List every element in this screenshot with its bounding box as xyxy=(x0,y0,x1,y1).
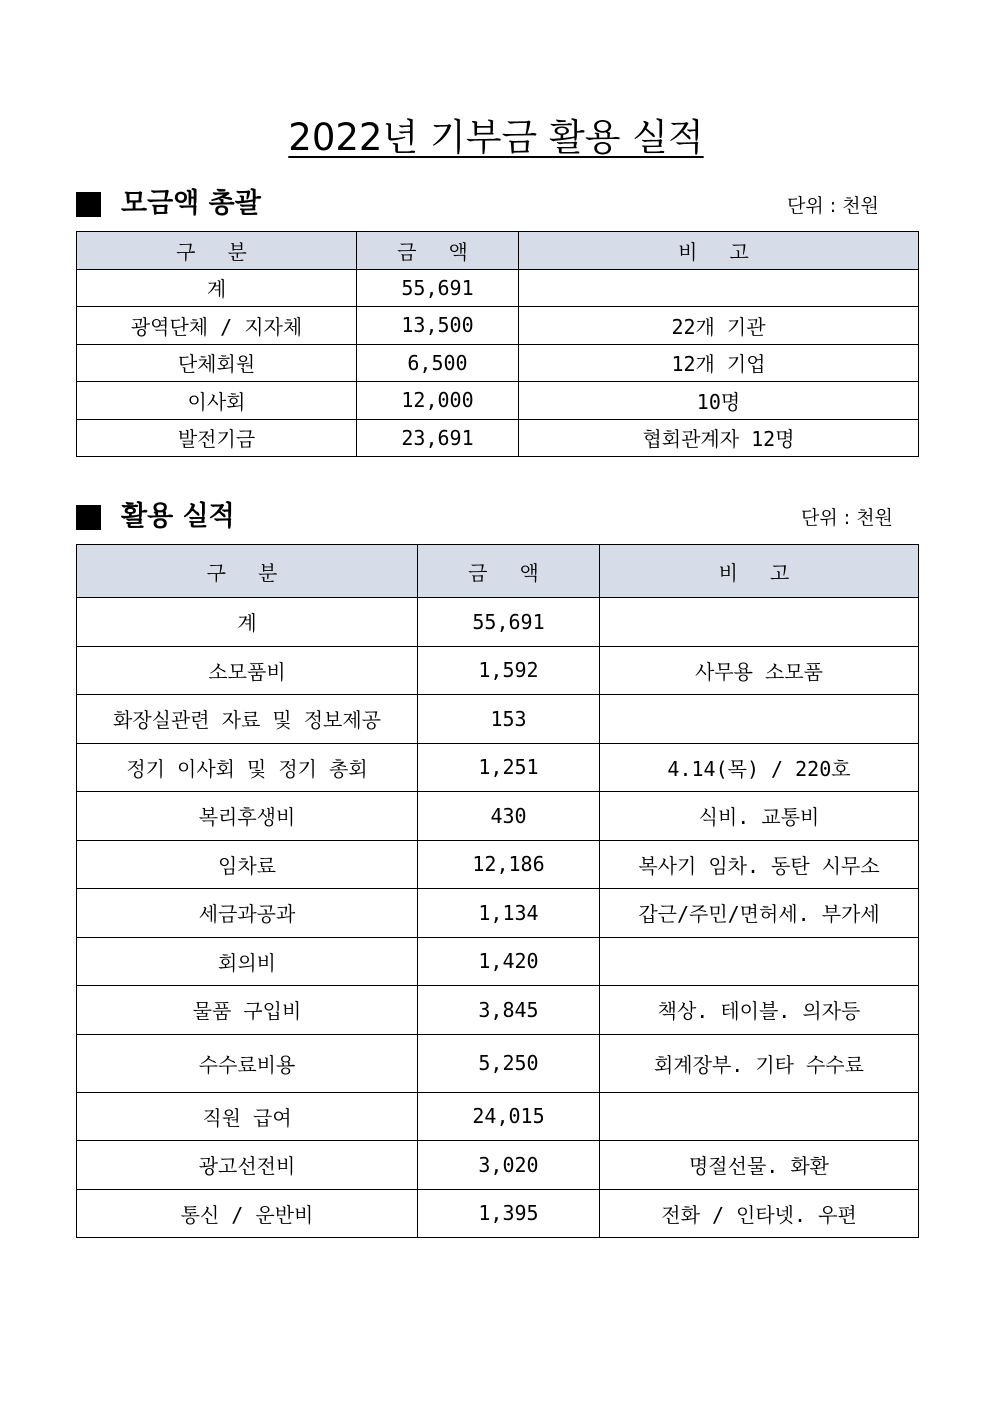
cell-category: 단체회원 xyxy=(77,344,357,382)
cell-category: 회의비 xyxy=(77,937,418,986)
cell-remarks xyxy=(600,1092,919,1141)
header-amount: 금 액 xyxy=(418,545,600,598)
header-category: 구 분 xyxy=(77,545,418,598)
square-bullet-icon xyxy=(76,505,101,530)
cell-remarks: 협회관계자 12명 xyxy=(519,419,919,457)
cell-amount: 1,420 xyxy=(418,937,600,986)
cell-remarks: 12개 기업 xyxy=(519,344,919,382)
header-remarks: 비 고 xyxy=(600,545,919,598)
cell-amount: 1,592 xyxy=(418,646,600,695)
section2-heading xyxy=(76,499,235,535)
cell-category: 광고선전비 xyxy=(77,1141,418,1190)
cell-category: 계 xyxy=(77,598,418,647)
table-row xyxy=(77,382,919,420)
cell-amount: 12,000 xyxy=(357,382,519,420)
cell-amount: 55,691 xyxy=(418,598,600,647)
cell-remarks: 책상. 테이블. 의자등 xyxy=(600,986,919,1035)
cell-remarks xyxy=(600,695,919,744)
cell-category: 통신 / 운반비 xyxy=(77,1189,418,1238)
cell-amount: 6,500 xyxy=(357,344,519,382)
table-row xyxy=(77,889,919,938)
header-category: 구 분 xyxy=(77,232,357,270)
table-row xyxy=(77,269,919,307)
cell-remarks xyxy=(600,598,919,647)
cell-category: 물품 구입비 xyxy=(77,986,418,1035)
cell-category: 계 xyxy=(77,269,357,307)
page-title-text: 2022년 기부금 활용 실적 xyxy=(288,116,704,159)
section1-heading xyxy=(76,186,261,222)
cell-amount: 1,134 xyxy=(418,889,600,938)
cell-amount: 3,845 xyxy=(418,986,600,1035)
cell-amount: 3,020 xyxy=(418,1141,600,1190)
table-header-row xyxy=(77,232,919,270)
cell-amount: 55,691 xyxy=(357,269,519,307)
cell-amount: 5,250 xyxy=(418,1034,600,1092)
table-row xyxy=(77,792,919,841)
cell-category: 발전기금 xyxy=(77,419,357,457)
page-title xyxy=(0,113,992,163)
header-amount: 금 액 xyxy=(357,232,519,270)
cell-remarks: 사무용 소모품 xyxy=(600,646,919,695)
cell-remarks: 회계장부. 기타 수수료 xyxy=(600,1034,919,1092)
cell-category: 광역단체 / 지자체 xyxy=(77,307,357,345)
section2-heading-text: 활용 실적 xyxy=(121,501,235,532)
cell-category: 이사회 xyxy=(77,382,357,420)
table-row xyxy=(77,419,919,457)
table-row xyxy=(77,1189,919,1238)
cell-amount: 12,186 xyxy=(418,840,600,889)
header-remarks: 비 고 xyxy=(519,232,919,270)
cell-category: 화장실관련 자료 및 정보제공 xyxy=(77,695,418,744)
table-row xyxy=(77,598,919,647)
cell-category: 수수료비용 xyxy=(77,1034,418,1092)
table-row xyxy=(77,937,919,986)
cell-category: 세금과공과 xyxy=(77,889,418,938)
cell-amount: 23,691 xyxy=(357,419,519,457)
table-row xyxy=(77,344,919,382)
table-row xyxy=(77,1092,919,1141)
cell-amount: 24,015 xyxy=(418,1092,600,1141)
section2-unit: 단위 : 천원 xyxy=(801,507,893,529)
cell-remarks: 갑근/주민/면허세. 부가세 xyxy=(600,889,919,938)
table-header-row xyxy=(77,545,919,598)
usage-results-table xyxy=(76,544,919,1238)
cell-category: 정기 이사회 및 정기 총회 xyxy=(77,743,418,792)
cell-category: 복리후생비 xyxy=(77,792,418,841)
fundraising-summary-table xyxy=(76,231,919,457)
cell-remarks: 복사기 임차. 동탄 시무소 xyxy=(600,840,919,889)
cell-remarks xyxy=(600,937,919,986)
section1-unit: 단위 : 천원 xyxy=(787,195,879,217)
cell-category: 소모품비 xyxy=(77,646,418,695)
cell-remarks: 식비. 교통비 xyxy=(600,792,919,841)
table-row xyxy=(77,1141,919,1190)
table-row xyxy=(77,840,919,889)
table-row xyxy=(77,646,919,695)
table-row xyxy=(77,307,919,345)
cell-category: 직원 급여 xyxy=(77,1092,418,1141)
cell-remarks: 명절선물. 화환 xyxy=(600,1141,919,1190)
table-row xyxy=(77,1034,919,1092)
table-row xyxy=(77,986,919,1035)
cell-remarks: 22개 기관 xyxy=(519,307,919,345)
cell-amount: 13,500 xyxy=(357,307,519,345)
square-bullet-icon xyxy=(76,192,101,217)
cell-category: 임차료 xyxy=(77,840,418,889)
cell-remarks: 4.14(목) / 220호 xyxy=(600,743,919,792)
table-row xyxy=(77,743,919,792)
cell-remarks: 전화 / 인타넷. 우편 xyxy=(600,1189,919,1238)
cell-amount: 1,395 xyxy=(418,1189,600,1238)
table-row xyxy=(77,695,919,744)
cell-amount: 153 xyxy=(418,695,600,744)
section1-heading-text: 모금액 총괄 xyxy=(121,188,261,219)
cell-amount: 430 xyxy=(418,792,600,841)
cell-remarks xyxy=(519,269,919,307)
cell-remarks: 10명 xyxy=(519,382,919,420)
cell-amount: 1,251 xyxy=(418,743,600,792)
